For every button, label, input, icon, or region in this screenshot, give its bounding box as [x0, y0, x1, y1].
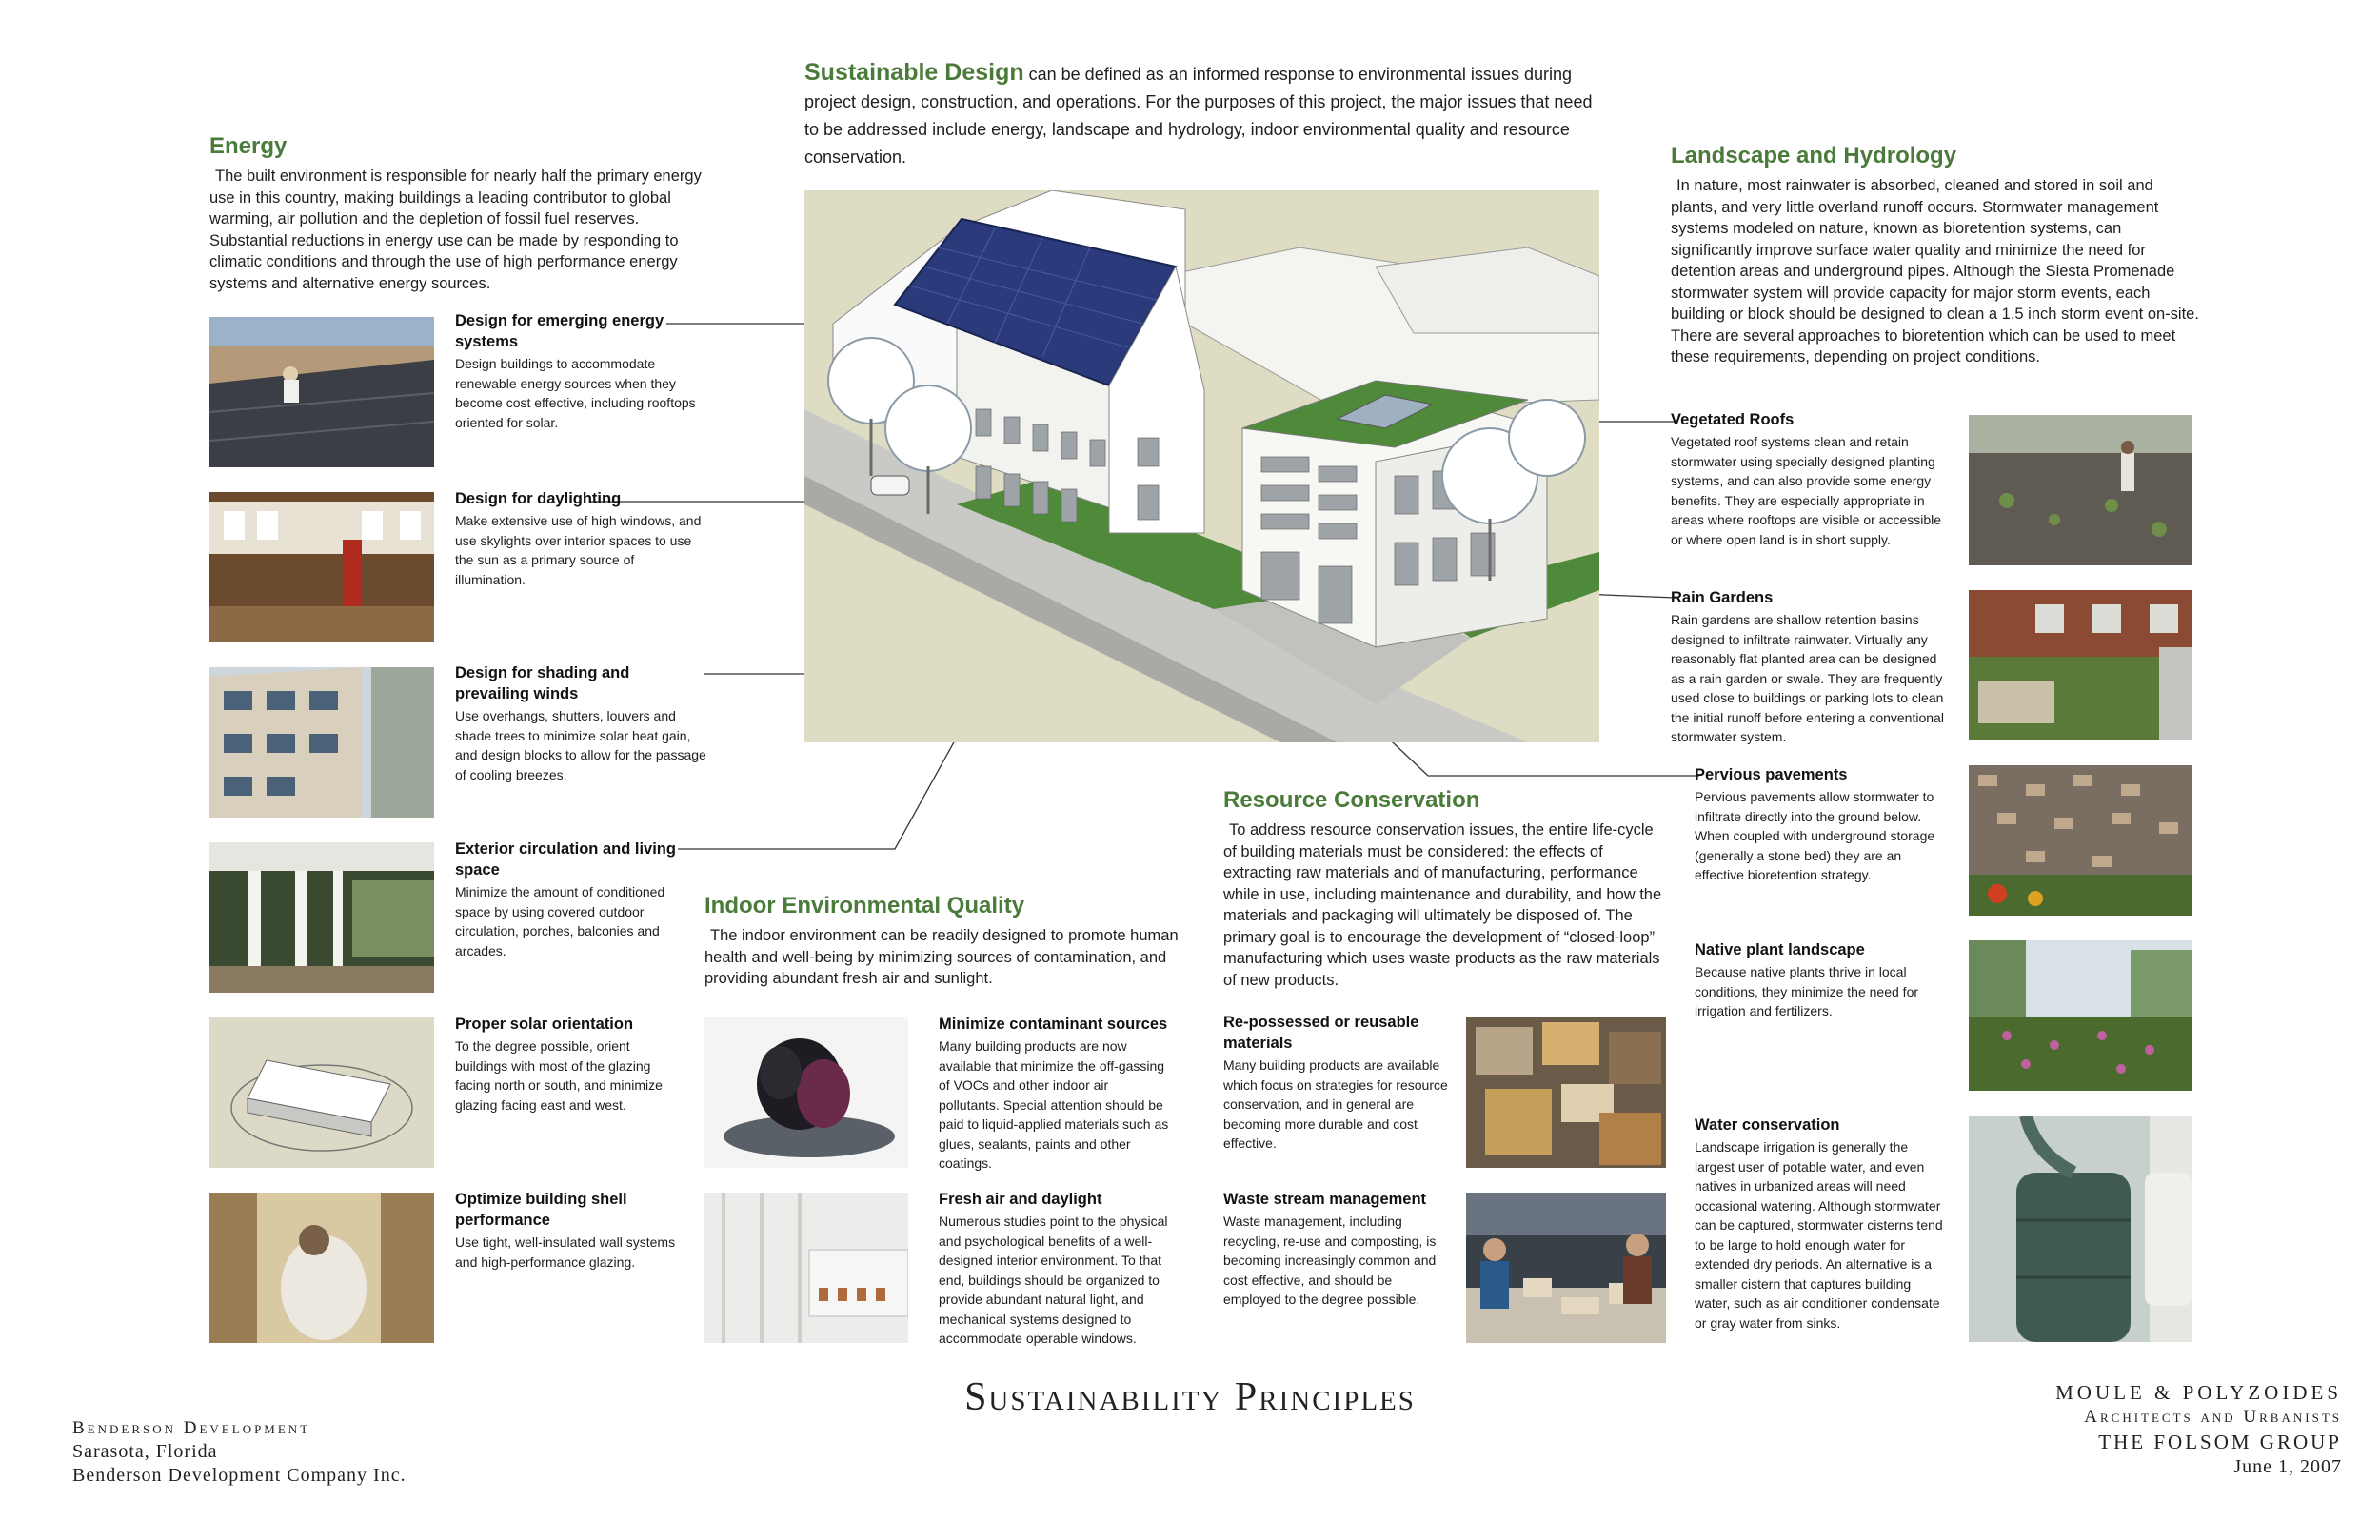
photo-solar-roof [209, 317, 434, 467]
photo-paint-can [704, 1017, 908, 1168]
photo-shading [209, 667, 434, 818]
header-intro [804, 59, 1595, 171]
energy-item-3-title: Design for shading and prevailing winds [455, 664, 630, 702]
photo-materials [1466, 1017, 1666, 1168]
landscape-item-3 [1695, 764, 1947, 885]
landscape-item-5-text: Landscape irrigation is generally the largest user of potable water, and even natives in urbanized areas will need occasional watering. Although stormwater can be captured, stormwater cisterns tend to be large to hold enough water for extended dry periods. An alternative is a smaller cistern that captures building water, such as air conditioner condensate or gray water from sinks. [1695, 1139, 1943, 1331]
footer-left [72, 1416, 548, 1488]
photo-native-plants [1969, 940, 2192, 1091]
footer-left-company-inc: Benderson Development Company Inc. [72, 1465, 407, 1486]
landscape-item-1-title: Vegetated Roofs [1671, 411, 1795, 428]
photo-daylighting [209, 492, 434, 642]
building-rendering [804, 190, 1599, 742]
photo-recycling [1466, 1193, 1666, 1343]
resource-item-1 [1223, 1012, 1452, 1154]
resource-item-1-title: Re-possessed or reusable materials [1223, 1014, 1419, 1052]
energy-item-1 [455, 310, 707, 432]
energy-item-6 [455, 1189, 684, 1272]
landscape-item-1-text: Vegetated roof systems clean and retain stormwater using specially designed planting systems, and can also provide some energy benefits. They are especially appropriate in areas where rooftops are visible or accessible or where open land is in short supply. [1671, 434, 1942, 547]
energy-item-5-title: Proper solar orientation [455, 1016, 634, 1033]
energy-item-1-text: Design buildings to accommodate renewable energy sources when they become cost effective, including rooftops oriented for solar. [455, 356, 696, 430]
energy-item-2 [455, 488, 707, 589]
ieq-item-2-title: Fresh air and daylight [939, 1191, 1102, 1208]
header-text: can be defined as an informed response to environmental issues during project design, construction, and operations. For the purposes of this project, the major issues that need to be addressed include energy, landscape and hydrology, indoor environmental quality and resource conservation. [804, 65, 1593, 167]
photo-porch [209, 842, 434, 993]
landscape-item-4 [1695, 939, 1947, 1021]
photo-vegetated-roof [1969, 415, 2192, 565]
footer-right-firm: MOULE & POLYZOIDES [2055, 1381, 2342, 1404]
landscape-item-4-title: Native plant landscape [1695, 941, 1865, 958]
footer-right-date: June 1, 2007 [2233, 1456, 2342, 1477]
ieq-title: Indoor Environmental Quality [704, 893, 1025, 918]
resource-item-2 [1223, 1189, 1452, 1310]
landscape-item-2-text: Rain gardens are shallow retention basins designed to infiltrate rainwater. Virtually any reasonably flat planted area can be designed as a rain garden or swale. They are frequently used close to buildings or parking lots to clean the initial runoff before entering a conventional stormwater system. [1671, 612, 1944, 744]
energy-item-1-title: Design for emerging energy systems [455, 312, 664, 350]
energy-item-5 [455, 1014, 684, 1115]
header-title: Sustainable Design [804, 59, 1024, 86]
footer-left-location: Sarasota, Florida [72, 1441, 218, 1462]
landscape-intro: In nature, most rainwater is absorbed, cleaned and stored in soil and plants, and very little overland runoff occurs. Stormwater management systems modeled on nature, known as bioretention systems, can significantly improve surface water quality and minimize the need for detention areas and underground pipes. Although the Siesta Promenade stormwater system will provide capacity for major storm events, each building or block should be designed to clean a 1.5 inch storm event on-site. There are several approaches to bioretention which can be used to meet these requirements, depending on project conditions. [1671, 177, 2199, 365]
energy-item-4 [455, 839, 684, 960]
ieq-section [704, 893, 1180, 990]
footer-right-subtitle: Architects and Urbanists [2084, 1407, 2342, 1427]
landscape-item-1 [1671, 409, 1947, 549]
photo-rain-garden [1969, 590, 2192, 740]
energy-item-6-title: Optimize building shell performance [455, 1191, 627, 1229]
landscape-item-2-title: Rain Gardens [1671, 589, 1774, 606]
energy-item-4-title: Exterior circulation and living space [455, 840, 676, 879]
photo-atrium [704, 1193, 908, 1343]
ieq-item-2 [939, 1189, 1172, 1349]
energy-section [209, 133, 704, 294]
energy-item-5-text: To the degree possible, orient buildings with most of the glazing facing north or south, and minimize glazing facing east and west. [455, 1038, 663, 1113]
footer-right [1866, 1380, 2342, 1479]
resource-intro: To address resource conservation issues, the entire life-cycle of building materials must be considered: the effects of extracting raw materials and of manufacturing, performance while in use, including maintenance and durability, and how the materials and packaging will ultimately be disposed of. The primary goal is to encourage the development of “closed-loop” manufacturing which uses waste products as the raw materials of new products. [1223, 821, 1662, 989]
landscape-item-3-text: Pervious pavements allow stormwater to infiltrate directly into the ground below. When coupled with underground storage (generally a stone bed) they are an effective bioretention strategy. [1695, 789, 1935, 882]
resource-item-2-text: Waste management, including recycling, re-use and composting, is becoming increasingly common and cost effective, and should be employed to the degree possible. [1223, 1214, 1437, 1307]
energy-item-3-text: Use overhangs, shutters, louvers and shade trees to minimize solar heat gain, and design blocks to allow for the passage of cooling breezes. [455, 708, 706, 782]
ieq-item-2-text: Numerous studies point to the physical and psychological benefits of a well-designed interior environment. To that end, buildings should be organized to provide abundant natural light, and mechanical systems designed to accommodate operable windows. [939, 1214, 1168, 1346]
photo-insulation [209, 1193, 434, 1343]
resource-section [1223, 787, 1671, 991]
resource-item-1-text: Many building products are available which focus on strategies for resource conservation, and in general are becoming more durable and cost effective. [1223, 1057, 1448, 1151]
resource-title: Resource Conservation [1223, 787, 1480, 813]
footer-left-company: Benderson Development [72, 1418, 311, 1438]
landscape-item-3-title: Pervious pavements [1695, 766, 1848, 783]
ieq-item-1 [939, 1014, 1172, 1174]
footer-right-group: THE FOLSOM GROUP [2098, 1431, 2342, 1453]
photo-pervious-pavement [1969, 765, 2192, 916]
landscape-section [1671, 143, 2199, 368]
ieq-item-1-title: Minimize contaminant sources [939, 1016, 1168, 1033]
landscape-item-2 [1671, 587, 1947, 747]
energy-item-4-text: Minimize the amount of conditioned space by using covered outdoor circulation, porches, balconies and arcades. [455, 884, 665, 958]
photo-cistern [1969, 1116, 2192, 1342]
energy-item-2-title: Design for daylighting [455, 490, 622, 507]
ieq-intro: The indoor environment can be readily designed to promote human health and well-being by minimizing sources of contamination, and providing abundant fresh air and sunlight. [704, 927, 1179, 987]
landscape-item-4-text: Because native plants thrive in local conditions, they minimize the need for irrigation and fertilizers. [1695, 964, 1919, 1018]
landscape-item-5-title: Water conservation [1695, 1116, 1840, 1134]
footer-title: Sustainability Principles [964, 1375, 1416, 1419]
energy-item-6-text: Use tight, well-insulated wall systems and high-performance glazing. [455, 1234, 676, 1270]
resource-item-2-title: Waste stream management [1223, 1191, 1427, 1208]
ieq-item-1-text: Many building products are now available that minimize the off-gassing of VOCs and other indoor air pollutants. Special attention should be paid to liquid-applied materials such as glues, sealants, paints and other coatings. [939, 1038, 1169, 1171]
energy-intro: The built environment is responsible for nearly half the primary energy use in this country, making buildings a leading contributor to global warming, air pollution and the depletion of fossil fuel reserves. Substantial reductions in energy use can be made by responding to climatic conditions and through the use of high performance energy systems and alternative energy sources. [209, 168, 702, 292]
landscape-item-5 [1695, 1115, 1947, 1333]
energy-item-3 [455, 662, 707, 784]
energy-item-2-text: Make extensive use of high windows, and use skylights over interior spaces to use the sun as a primary source of illumination. [455, 513, 702, 587]
photo-solar-orientation [209, 1017, 434, 1168]
landscape-title: Landscape and Hydrology [1671, 143, 1957, 168]
energy-title: Energy [209, 133, 288, 159]
